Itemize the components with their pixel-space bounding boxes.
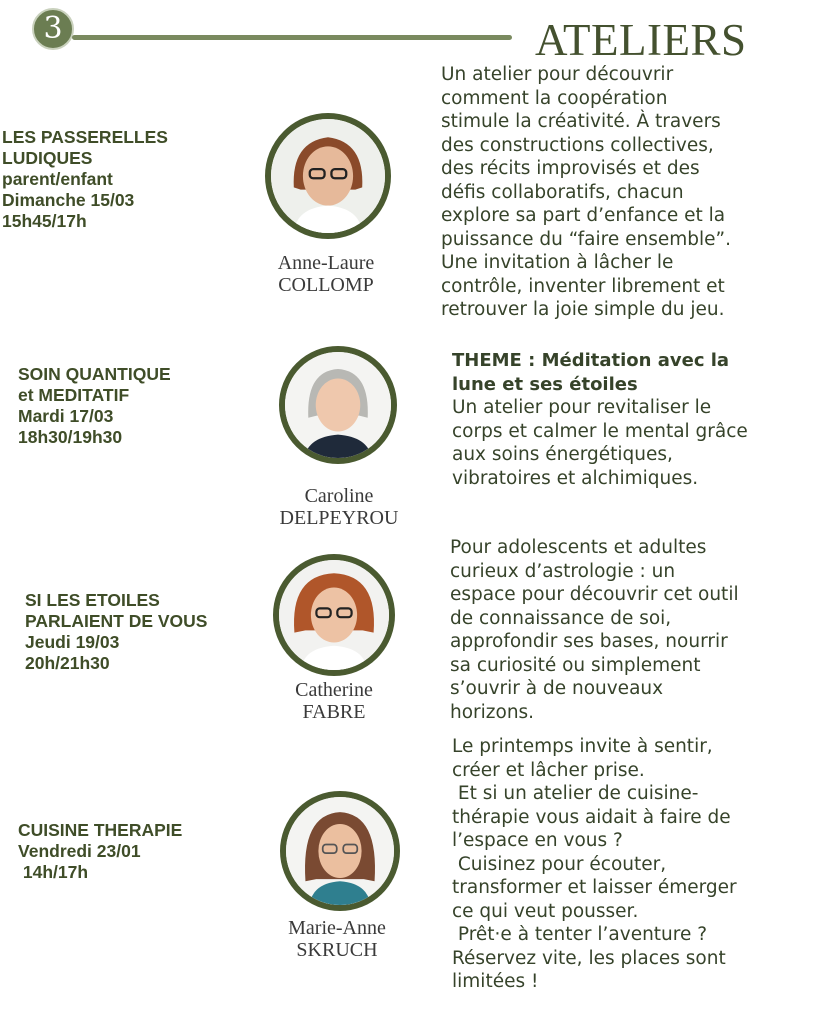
presenter-name: Anne-Laure COLLOMP [277,252,375,296]
portrait-photo [271,119,385,233]
section-number-badge: 3 [32,8,74,50]
portrait-photo [285,352,391,458]
page-title: ATELIERS [535,15,747,65]
workshop-1-description: Un atelier pour découvrir comment la coopération stimule la créativité. À travers des constructions collectives, des récits improvisés et des défis collaboratifs, chacun explore sa part d’enfance et la puissance du “faire ensemble”. Une invitation à lâcher le contrôle, inventer librement et retrouver la joie simple du jeu. [441,64,731,320]
header-rule [72,35,512,40]
portrait-photo [279,560,389,670]
workshop-1-label: LES PASSERELLES LUDIQUES parent/enfant Dimanche 15/03 15h45/17h [2,127,168,231]
workshop-4-label: CUISINE THERAPIE Vendredi 23/01 14h/17h [18,820,183,882]
avatar-anne-laure [265,113,391,239]
workshop-2-description: THEME : Méditation avec la lune et ses étoiles Un atelier pour revitaliser le corps et calmer le mental grâce aux soins énergétiques, vibratoires et alchimiques. [452,350,748,489]
workshop-2-theme: THEME : Méditation avec la [452,350,730,371]
workshop-3-description: Pour adolescents et adultes curieux d’astrologie : un espace pour découvrir cet outil de connaissance de soi, approfondir ses bases, nourrir sa curiosité ou simplement s’ouvrir à de nouveaux horizons. [450,537,739,723]
presenter-name: Catherine FABRE [295,679,373,723]
avatar-catherine [273,554,395,676]
workshop-4-description: Le printemps invite à sentir, créer et lâcher prise. Et si un atelier de cuisine- thérapie vous aidait à faire de l’espace en vous ? Cuisinez pour écouter, transformer et laisser émerger ce qui veut pousser. Prêt·e à tenter l’aventure ? Réservez vite, les places sont limitées ! [452,736,737,992]
portrait-photo [286,797,394,905]
avatar-caroline [279,346,397,464]
avatar-marie-anne [280,791,400,911]
workshop-2-label: SOIN QUANTIQUE et MEDITATIF Mardi 17/03 18h30/19h30 [18,364,171,447]
workshop-3-label: SI LES ETOILES PARLAIENT DE VOUS Jeudi 19/03 20h/21h30 [25,590,208,673]
presenter-name: Marie-Anne SKRUCH [288,917,386,961]
presenter-name: Caroline DELPEYROU [279,485,399,529]
